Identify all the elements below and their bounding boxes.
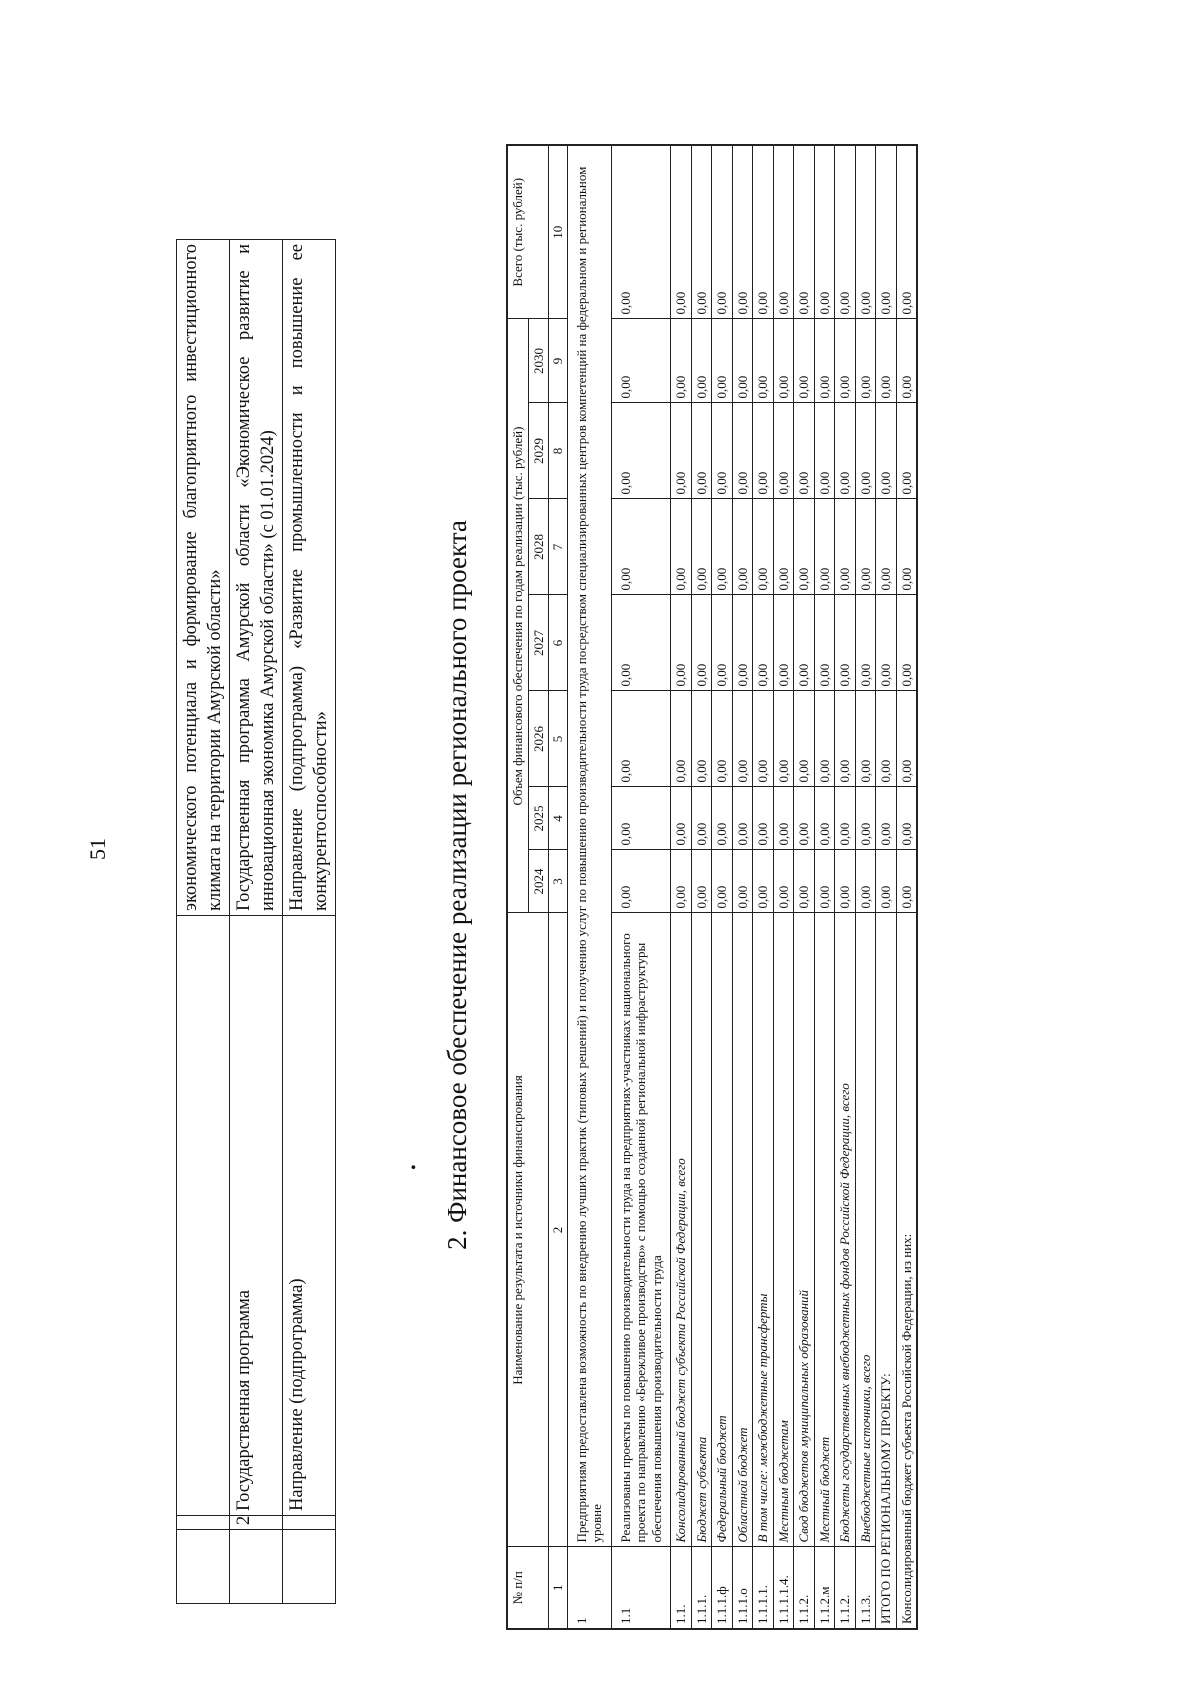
row-value: 0,00	[855, 319, 876, 403]
row-value: 0,00	[712, 145, 733, 319]
header-year: 2024	[528, 850, 549, 913]
row-value: 0,00	[835, 403, 856, 499]
header-year: 2030	[528, 319, 549, 403]
row-value: 0,00	[773, 319, 794, 403]
column-index: 2	[549, 913, 568, 1547]
row-value: 0,00	[794, 850, 815, 913]
row-num: 1.1	[611, 1547, 671, 1629]
row-name: В том числе: межбюджетные трансферты	[753, 913, 774, 1547]
row-value: 0,00	[855, 850, 876, 913]
header-total: Всего (тыс. рублей)	[507, 145, 549, 319]
row-num: 1.1.1.1.	[753, 1547, 774, 1629]
header-num: № п/п	[507, 1547, 549, 1629]
row-value: 0,00	[732, 403, 753, 499]
table-row	[814, 145, 835, 1629]
row-value: 0,00	[732, 850, 753, 913]
row-value: 0,00	[814, 145, 835, 319]
row-value: 0,00	[835, 787, 856, 850]
row-value: 0,00	[611, 145, 671, 319]
row-value: 0,00	[712, 787, 733, 850]
column-index: 6	[549, 595, 568, 691]
row-num: 1.1.1.ф	[712, 1547, 733, 1629]
table-row	[732, 145, 753, 1629]
total-value: 0,00	[876, 319, 897, 403]
row-value: 0,00	[814, 787, 835, 850]
row-num: 1.1.2.	[835, 1547, 856, 1629]
total-row	[876, 145, 897, 1629]
table-row	[691, 145, 712, 1629]
row-value: 0,00	[814, 319, 835, 403]
row-value: 0,00	[691, 319, 712, 403]
table-row	[712, 145, 733, 1629]
row-value: 0,00	[712, 403, 733, 499]
row-value: 0,00	[794, 319, 815, 403]
consolidated-title: Консолидированный бюджет субъекта Российской Федерации, из них:	[896, 913, 917, 1629]
row-value: 0,00	[753, 499, 774, 595]
row-value: 0,00	[671, 691, 692, 787]
row-value: 0,00	[611, 499, 671, 595]
goal-text: Предприятиям предоставлена возможность по внедрению лучших практик (типовых решений) и получению услуг по повышению производительности труда посредством специализированных центров компетенций на федеральном и региональном уровне	[567, 145, 611, 1547]
row-value: 0,00	[794, 145, 815, 319]
table-row	[671, 145, 692, 1629]
row-value: 0,00	[611, 319, 671, 403]
rotated-page-content	[170, 130, 1200, 1640]
row-name: Бюджет субъекта	[691, 913, 712, 1547]
table-row	[753, 145, 774, 1629]
row-value: 0,00	[732, 145, 753, 319]
row-value: 0,00	[835, 691, 856, 787]
row-value: 0,00	[773, 403, 794, 499]
program-info-text-3: Направление (подпрограмма) «Развитие промышленности и повышение ее конкурентоспособности»	[283, 240, 336, 916]
program-info-row-1	[177, 240, 230, 1604]
row-value: 0,00	[691, 595, 712, 691]
total-value: 0,00	[876, 403, 897, 499]
goal-row	[567, 145, 611, 1629]
row-name: Местным бюджетам	[773, 913, 794, 1547]
table-row	[773, 145, 794, 1629]
row-name: Внебюджетные источники, всего	[855, 913, 876, 1547]
header-year: 2027	[528, 595, 549, 691]
row-value: 0,00	[794, 595, 815, 691]
consolidated-value: 0,00	[896, 595, 917, 691]
table-row	[611, 145, 671, 1629]
row-value: 0,00	[814, 595, 835, 691]
consolidated-value: 0,00	[896, 499, 917, 595]
column-index: 3	[549, 850, 568, 913]
row-name: Консолидированный бюджет субъекта Российской Федерации, всего	[671, 913, 692, 1547]
row-value: 0,00	[671, 403, 692, 499]
row-value: 0,00	[671, 499, 692, 595]
row-value: 0,00	[753, 595, 774, 691]
financing-table-body	[549, 145, 918, 1629]
row-value: 0,00	[753, 319, 774, 403]
table-row	[835, 145, 856, 1629]
column-index: 8	[549, 403, 568, 499]
row-num: 1.1.1.о	[732, 1547, 753, 1629]
row-value: 0,00	[611, 691, 671, 787]
row-value: 0,00	[671, 319, 692, 403]
column-index-row	[549, 145, 568, 1629]
consolidated-value: 0,00	[896, 403, 917, 499]
row-value: 0,00	[773, 691, 794, 787]
row-value: 0,00	[732, 595, 753, 691]
total-value: 0,00	[876, 691, 897, 787]
row-value: 0,00	[691, 787, 712, 850]
row-value: 0,00	[732, 319, 753, 403]
row-value: 0,00	[855, 787, 876, 850]
row-num: 1.1.2.м	[814, 1547, 835, 1629]
page-number: 51	[85, 838, 110, 860]
row-num: 1.1.3.	[855, 1547, 876, 1629]
table-row	[855, 145, 876, 1629]
row-value: 0,00	[712, 595, 733, 691]
row-value: 0,00	[794, 787, 815, 850]
row-value: 0,00	[835, 595, 856, 691]
row-num: 1.1.	[671, 1547, 692, 1629]
row-value: 0,00	[691, 691, 712, 787]
consolidated-value: 0,00	[896, 145, 917, 319]
row-value: 0,00	[753, 403, 774, 499]
row-value: 0,00	[611, 787, 671, 850]
row-value: 0,00	[732, 691, 753, 787]
column-index: 4	[549, 787, 568, 850]
header-name: Наименование результата и источники финансирования	[507, 913, 549, 1547]
program-info-label-3: Направление (подпрограмма)	[283, 916, 336, 1516]
total-value: 0,00	[876, 595, 897, 691]
header-volume: Объем финансового обеспечения по годам реализации (тыс. рублей)	[507, 319, 528, 913]
row-value: 0,00	[835, 145, 856, 319]
program-info-row-2	[230, 240, 283, 1604]
goal-num: 1	[567, 1547, 611, 1629]
financing-table	[506, 144, 918, 1630]
consolidated-value: 0,00	[896, 319, 917, 403]
program-info-table	[176, 239, 336, 1604]
row-name: Областной бюджет	[732, 913, 753, 1547]
row-num: 1.1.1.	[691, 1547, 712, 1629]
row-value: 0,00	[611, 403, 671, 499]
row-value: 0,00	[671, 145, 692, 319]
row-value: 0,00	[712, 850, 733, 913]
row-value: 0,00	[794, 403, 815, 499]
row-value: 0,00	[794, 499, 815, 595]
stray-dot: •	[406, 1164, 423, 1170]
row-value: 0,00	[814, 850, 835, 913]
header-year: 2028	[528, 499, 549, 595]
column-index: 9	[549, 319, 568, 403]
row-value: 0,00	[691, 850, 712, 913]
row-value: 0,00	[773, 595, 794, 691]
row-value: 0,00	[835, 499, 856, 595]
row-value: 0,00	[712, 319, 733, 403]
row-value: 0,00	[671, 850, 692, 913]
row-value: 0,00	[855, 403, 876, 499]
row-value: 0,00	[753, 691, 774, 787]
row-value: 0,00	[611, 850, 671, 913]
consolidated-value: 0,00	[896, 850, 917, 913]
column-index: 5	[549, 691, 568, 787]
row-value: 0,00	[611, 595, 671, 691]
row-value: 0,00	[773, 145, 794, 319]
row-value: 0,00	[855, 595, 876, 691]
total-value: 0,00	[876, 850, 897, 913]
row-value: 0,00	[732, 499, 753, 595]
row-value: 0,00	[835, 319, 856, 403]
row-value: 0,00	[794, 691, 815, 787]
row-value: 0,00	[855, 691, 876, 787]
row-name: Бюджеты государственных внебюджетных фондов Российской Федерации, всего	[835, 913, 856, 1547]
header-year: 2029	[528, 403, 549, 499]
row-name: Свод бюджетов муниципальных образований	[794, 913, 815, 1547]
row-value: 0,00	[712, 691, 733, 787]
row-value: 0,00	[855, 499, 876, 595]
program-info-num-2: 2	[230, 1516, 283, 1530]
row-name: Местный бюджет	[814, 913, 835, 1547]
row-value: 0,00	[691, 403, 712, 499]
row-value: 0,00	[691, 499, 712, 595]
table-row	[794, 145, 815, 1629]
header-year: 2025	[528, 787, 549, 850]
row-value: 0,00	[814, 691, 835, 787]
row-value: 0,00	[773, 787, 794, 850]
row-value: 0,00	[691, 145, 712, 319]
program-info-text-2: Государственная программа Амурской области «Экономическое развитие и инновационная экономика Амурской области» (с 01.01.2024)	[230, 240, 283, 916]
program-info-row-3	[283, 240, 336, 1604]
consolidated-value: 0,00	[896, 691, 917, 787]
row-name: Реализованы проекты по повышению производительности труда на предприятиях-участниках национального проекта по направлению «Бережливое производство» с помощью созданной региональной инфраструктуры обеспечения повышения производительности труда	[611, 913, 671, 1547]
total-value: 0,00	[876, 145, 897, 319]
program-info-label-2: Государственная программа	[230, 916, 283, 1516]
total-value: 0,00	[876, 787, 897, 850]
consolidated-row	[896, 145, 917, 1629]
consolidated-value: 0,00	[896, 787, 917, 850]
row-value: 0,00	[814, 403, 835, 499]
header-row-1	[507, 145, 528, 1629]
column-index: 10	[549, 145, 568, 319]
row-name: Федеральный бюджет	[712, 913, 733, 1547]
row-value: 0,00	[753, 787, 774, 850]
row-value: 0,00	[712, 499, 733, 595]
section-title: 2. Финансовое обеспечение реализации регионального проекта	[442, 520, 472, 1250]
row-value: 0,00	[773, 499, 794, 595]
row-num: 1.1.2.	[794, 1547, 815, 1629]
row-value: 0,00	[773, 850, 794, 913]
row-value: 0,00	[855, 145, 876, 319]
column-index: 7	[549, 499, 568, 595]
row-value: 0,00	[835, 850, 856, 913]
total-value: 0,00	[876, 499, 897, 595]
row-value: 0,00	[671, 787, 692, 850]
column-index: 1	[549, 1547, 568, 1629]
program-info-text-1: экономического потенциала и формирование благоприятного инвестиционного климата на территории Амурской области»	[177, 240, 230, 916]
row-value: 0,00	[753, 850, 774, 913]
row-value: 0,00	[671, 595, 692, 691]
row-value: 0,00	[753, 145, 774, 319]
row-num: 1.1.1.1.4.	[773, 1547, 794, 1629]
row-value: 0,00	[732, 787, 753, 850]
total-title: ИТОГО ПО РЕГИОНАЛЬНОМУ ПРОЕКТУ:	[876, 913, 897, 1629]
header-year: 2026	[528, 691, 549, 787]
row-value: 0,00	[814, 499, 835, 595]
